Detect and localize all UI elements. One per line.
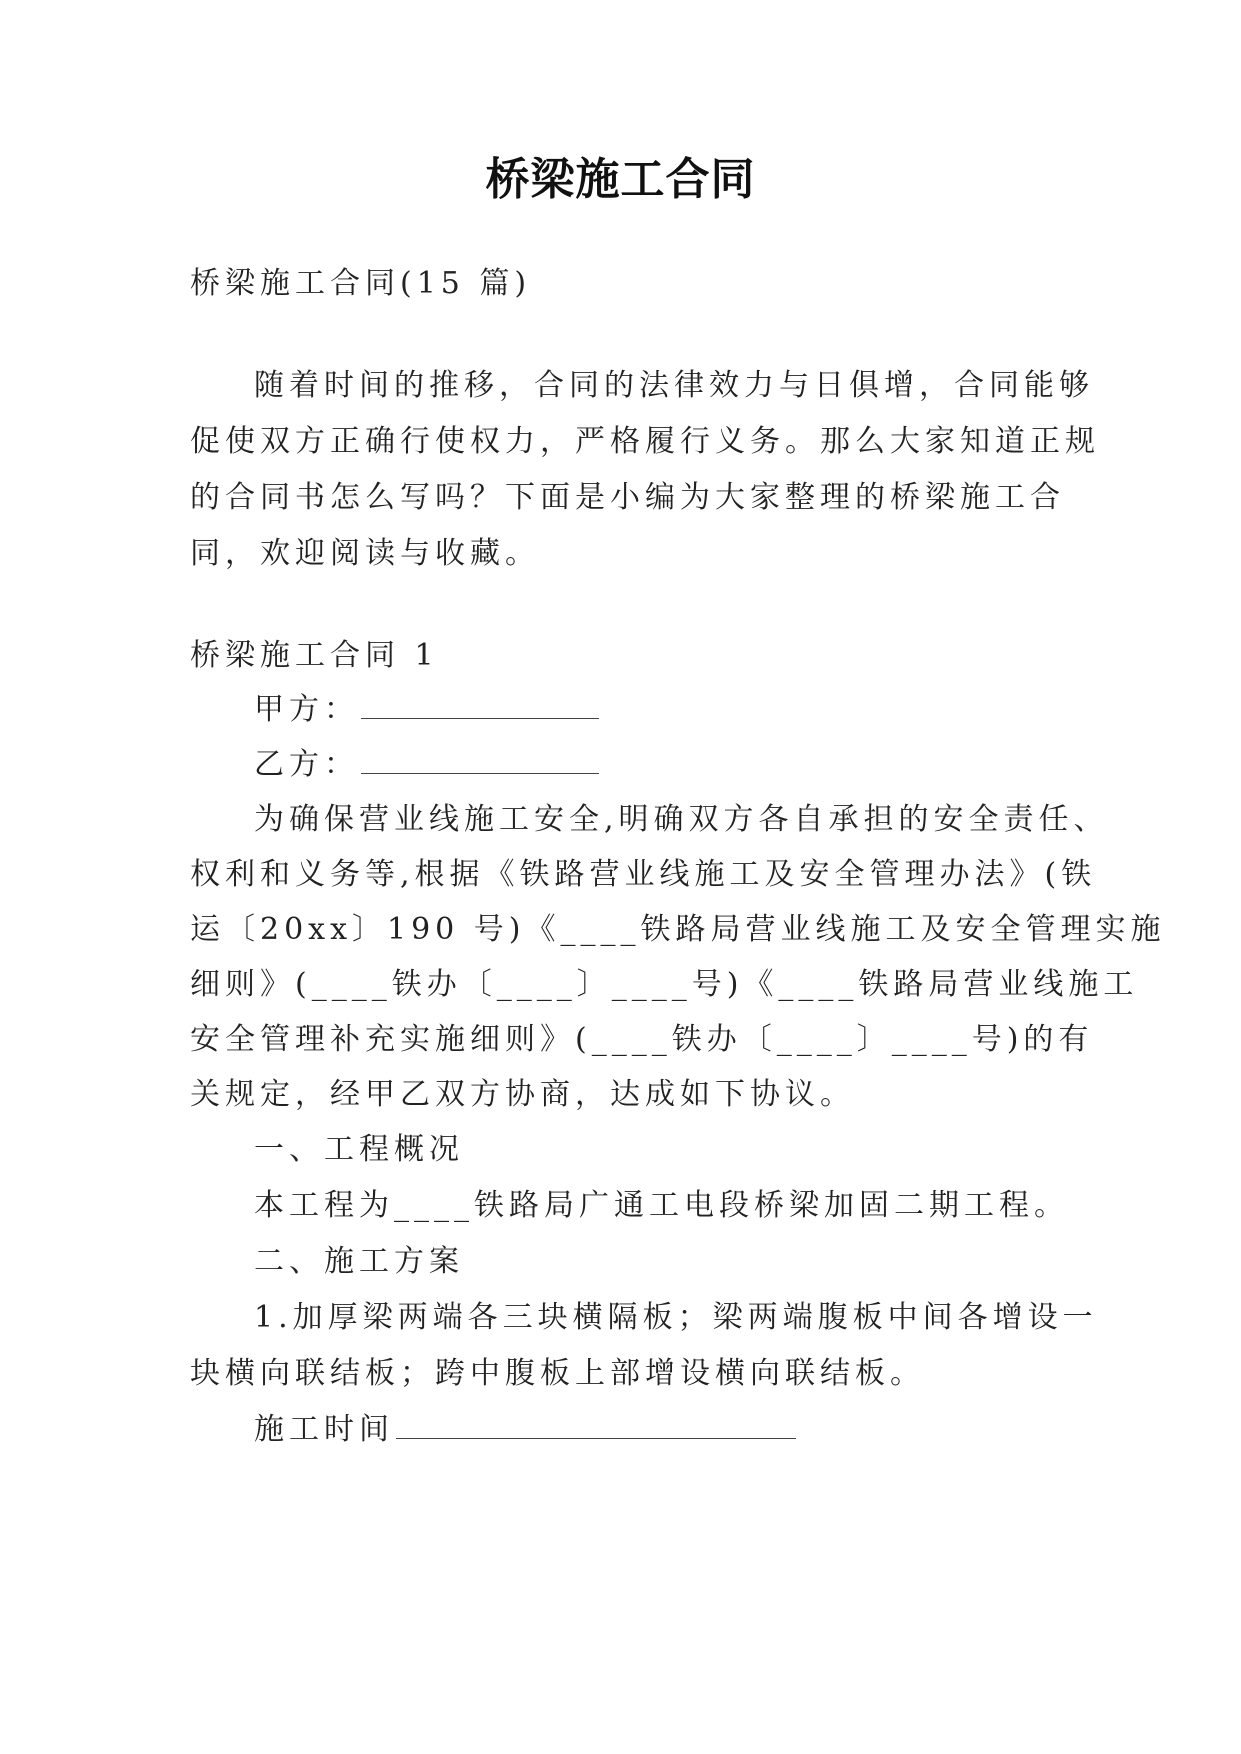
- document-subtitle: 桥梁施工合同(15 篇): [190, 266, 532, 301]
- section-title: 桥梁施工合同 1: [190, 638, 439, 673]
- purpose-line-3: 运〔20xx〕190 号)《____铁路局营业线施工及安全管理实施: [190, 912, 1166, 947]
- intro-line-1: 随着时间的推移，合同的法律效力与日俱增，合同能够: [254, 368, 1094, 403]
- intro-line-4: 同，欢迎阅读与收藏。: [190, 536, 540, 571]
- construction-time-blank: [396, 1416, 796, 1439]
- purpose-line-5: 安全管理补充实施细则》(____铁办〔____〕____号)的有: [190, 1022, 1094, 1057]
- party-a-row: [254, 690, 599, 730]
- party-a-blank: [361, 696, 599, 719]
- party-b-row: [254, 745, 599, 785]
- heading-project-overview: 一、工程概况: [254, 1132, 464, 1167]
- construction-time-row: [254, 1410, 796, 1450]
- project-text: 本工程为____铁路局广通工电段桥梁加固二期工程。: [254, 1188, 1069, 1223]
- intro-line-2: 促使双方正确行使权力，严格履行义务。那么大家知道正规: [190, 424, 1100, 459]
- purpose-line-4: 细则》(____铁办〔____〕____号)《____铁路局营业线施工: [190, 967, 1139, 1002]
- purpose-line-1: 为确保营业线施工安全,明确双方各自承担的安全责任、: [254, 802, 1109, 837]
- purpose-line-2: 权利和义务等,根据《铁路营业线施工及安全管理办法》(铁: [190, 857, 1097, 892]
- intro-line-3: 的合同书怎么写吗？下面是小编为大家整理的桥梁施工合: [190, 480, 1065, 515]
- plan-line-2: 块横向联结板；跨中腹板上部增设横向联结板。: [190, 1356, 925, 1391]
- party-b-blank: [361, 751, 599, 774]
- party-a-label: 甲方：: [254, 692, 359, 727]
- purpose-line-6: 关规定，经甲乙双方协商，达成如下协议。: [190, 1077, 855, 1112]
- party-b-label: 乙方：: [254, 747, 359, 782]
- construction-time-label: 施工时间: [254, 1412, 394, 1447]
- document-title: 桥梁施工合同: [485, 154, 756, 205]
- heading-construction-plan: 二、施工方案: [254, 1244, 464, 1279]
- plan-line-1: 1.加厚梁两端各三块横隔板；梁两端腹板中间各增设一: [254, 1300, 1098, 1335]
